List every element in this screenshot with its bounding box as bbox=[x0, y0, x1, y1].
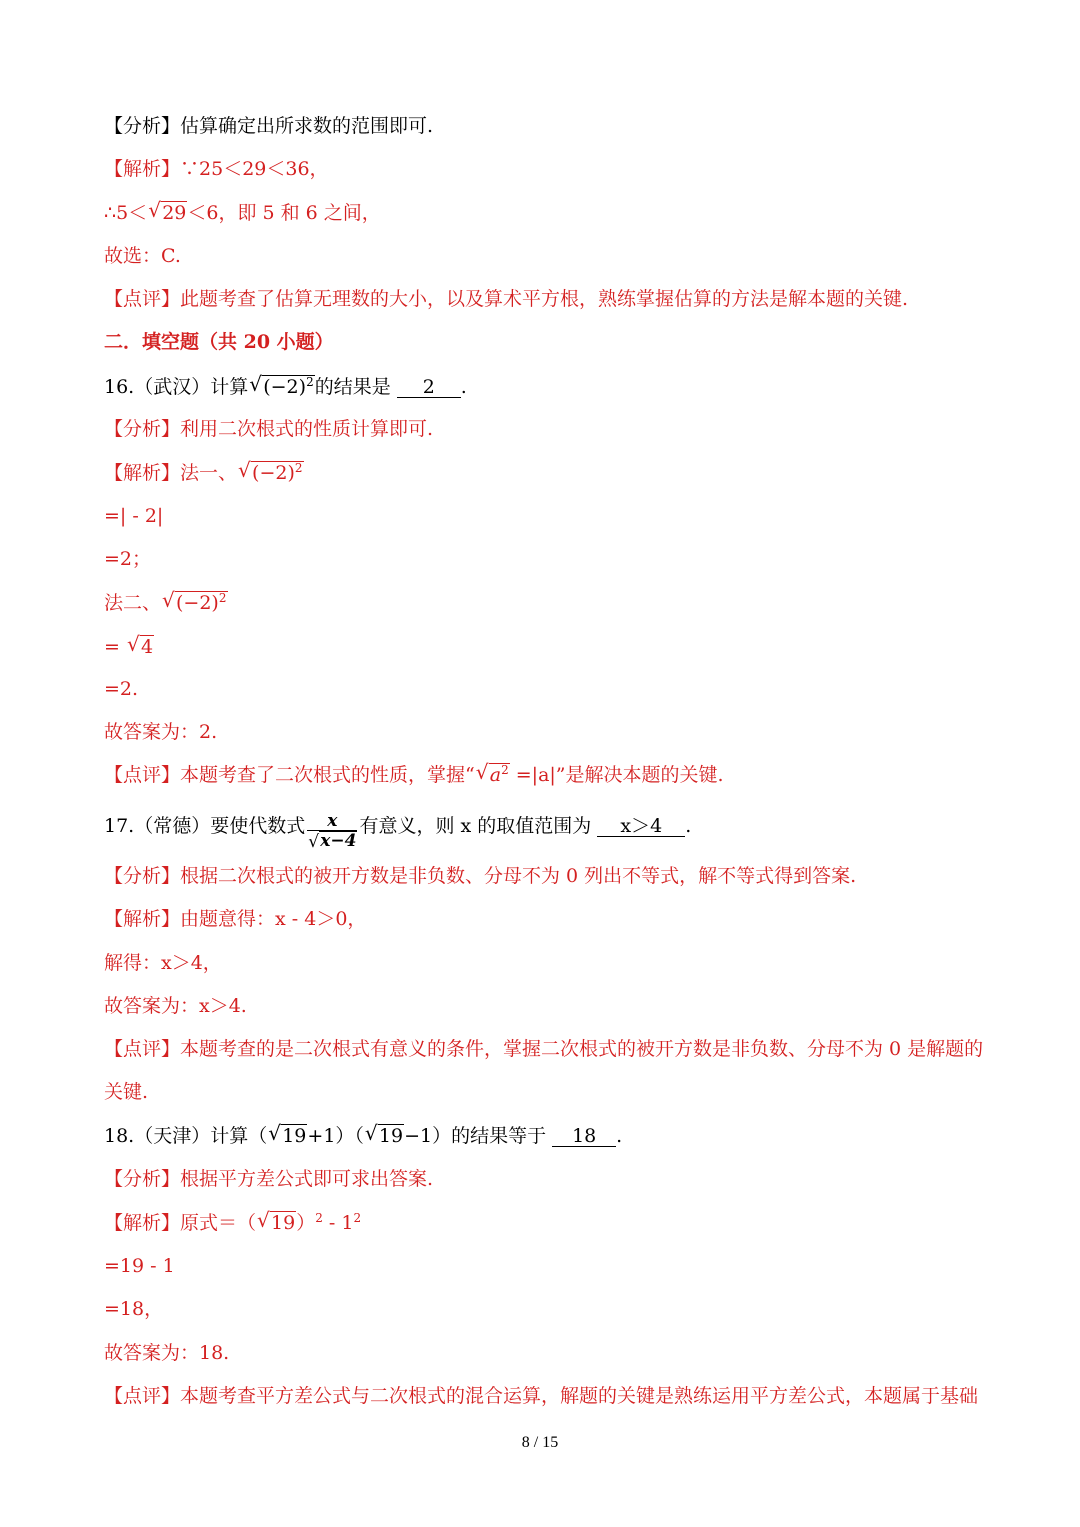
q18-analysis-line bbox=[104, 1166, 980, 1192]
q17-comment-line bbox=[104, 1036, 984, 1062]
radicand: 19 bbox=[271, 1212, 296, 1234]
q18-solution-text: 原式＝（ bbox=[180, 1212, 257, 1234]
q17-analysis-line bbox=[104, 863, 980, 889]
method-two-label: 法二、 bbox=[104, 592, 162, 614]
q18-solution-tail: - 1 bbox=[322, 1212, 354, 1234]
sqrt-19: √ 19 bbox=[268, 1121, 307, 1147]
q17-solution-text: 由题意得：x - 4＞0， bbox=[180, 908, 367, 930]
q16-solution-line bbox=[104, 460, 980, 486]
q17-stem-tail: 有意义，则 x 的取值范围为 bbox=[359, 815, 592, 837]
comment-tag: 【点评】 bbox=[104, 1038, 181, 1060]
q15-comment-text: 此题考查了估算无理数的大小，以及算术平方根，熟练掌握估算的方法是解本题的关键. bbox=[180, 288, 909, 310]
radicand: 4 bbox=[140, 636, 154, 658]
q16-analysis-line bbox=[104, 416, 980, 442]
q16-final: 故答案为：2. bbox=[104, 721, 218, 743]
q18-step: =18， bbox=[104, 1298, 164, 1320]
method-one-label: 法一、 bbox=[180, 462, 238, 484]
q17-final: 故答案为：x＞4. bbox=[104, 995, 247, 1017]
q18-final: 故答案为：18. bbox=[104, 1342, 230, 1364]
sqrt-19: √ 19 bbox=[257, 1208, 296, 1234]
section-heading: 二．填空题（共 20 小题） bbox=[104, 331, 334, 353]
fraction: x √ x−4 bbox=[308, 811, 357, 852]
q15-analysis-text: 估算确定出所求数的范围即可. bbox=[180, 115, 434, 137]
q18-stem-tail: −1）的结果等于 bbox=[404, 1125, 547, 1147]
q17-analysis-text: 根据二次根式的被开方数是非负数、分母不为 0 列出不等式，解不等式得到答案. bbox=[180, 865, 857, 887]
solution-tag: 【解析】 bbox=[104, 462, 181, 484]
q17-step: 解得：x＞4， bbox=[104, 952, 222, 974]
q18-stem-text: 18.（天津）计算（ bbox=[104, 1125, 268, 1147]
radicand: 19 bbox=[378, 1125, 404, 1147]
sqrt-expression: √ $(-2)^2$ bbox=[249, 372, 314, 398]
solution-tag: 【解析】 bbox=[104, 1212, 181, 1234]
q18-step: =19 - 1 bbox=[104, 1255, 175, 1277]
q16-comment-text: 本题考查了二次根式的性质，掌握“ bbox=[180, 764, 475, 786]
q16-comment-tail: =|a|”是解决本题的关键. bbox=[509, 764, 724, 786]
sqrt-a-squared: √ $a^2$ bbox=[475, 760, 509, 786]
answer-blank: 18 bbox=[552, 1126, 616, 1147]
numerator: x bbox=[327, 811, 338, 831]
solution-tag: 【解析】 bbox=[104, 158, 181, 180]
q18-solution-mid: ） bbox=[296, 1212, 316, 1234]
q18-comment-text: 本题考查平方差公式与二次根式的混合运算，解题的关键是熟练运用平方差公式，本题属于基础 bbox=[180, 1385, 979, 1407]
q18-stem-mid: +1）（ bbox=[307, 1125, 364, 1147]
q18-analysis-text: 根据平方差公式即可求出答案. bbox=[180, 1168, 434, 1190]
q16-step: =2； bbox=[104, 548, 152, 570]
radicand: (−2) bbox=[263, 376, 307, 398]
q17-stem: 17.（常德）要使代数式 x √ x−4 有意义，则 x 的取值范围为 x＞4 . bbox=[104, 811, 692, 852]
radicand: a bbox=[489, 764, 502, 786]
answer-blank: 2 bbox=[397, 377, 461, 398]
solution-tag: 【解析】 bbox=[104, 908, 181, 930]
comment-tag: 【点评】 bbox=[104, 288, 181, 310]
q16-stem-tail: 的结果是 bbox=[314, 376, 391, 398]
q17-solution-line bbox=[104, 906, 980, 932]
radicand: (−2) bbox=[176, 592, 219, 614]
sqrt-expression: √ $(-2)^2$ bbox=[162, 588, 227, 614]
q16-comment-line bbox=[104, 762, 980, 788]
q16-step bbox=[104, 634, 980, 660]
q17-stem-text: 17.（常德）要使代数式 bbox=[104, 815, 306, 837]
q15-step-tail: ＜6，即 5 和 6 之间， bbox=[187, 202, 381, 224]
q16-step: =2. bbox=[104, 678, 139, 700]
q18-solution-line: 【解析】原式＝（ √ $19)^2 - 1^2$ bbox=[104, 1208, 362, 1234]
comment-tag: 【点评】 bbox=[104, 764, 181, 786]
denominator-radicand: x−4 bbox=[320, 831, 357, 851]
radicand: (−2) bbox=[252, 462, 295, 484]
q15-analysis-line bbox=[104, 113, 980, 139]
sqrt-29: √ 29 bbox=[148, 198, 187, 224]
q17-comment-text: 本题考查的是二次根式有意义的条件，掌握二次根式的被开方数是非负数、分母不为 0 是解题的 bbox=[180, 1038, 984, 1060]
q15-solution-text: ∵25＜29＜36， bbox=[180, 158, 329, 180]
q15-comment-line bbox=[104, 286, 980, 312]
q16-stem-text: 16.（武汉）计算 bbox=[104, 376, 249, 398]
answer-blank: x＞4 bbox=[597, 816, 685, 837]
q16-step: =| - 2| bbox=[104, 505, 164, 527]
q16-stem: 16.（武汉）计算 √ $(-2)^2$的结果是 2 . bbox=[104, 372, 467, 398]
q18-stem: 18.（天津）计算（ √ 19+1）（ √ 19−1）的结果等于 18 . bbox=[104, 1121, 623, 1147]
q18-comment-line bbox=[104, 1383, 980, 1409]
page-number: 8 / 15 bbox=[521, 1434, 559, 1451]
radicand: 29 bbox=[162, 202, 187, 224]
analysis-tag: 【分析】 bbox=[104, 1168, 181, 1190]
sqrt-expression: √ $(-2)^2$ bbox=[238, 458, 303, 484]
radicand: 19 bbox=[282, 1125, 307, 1147]
analysis-tag: 【分析】 bbox=[104, 115, 181, 137]
q16-analysis-text: 利用二次根式的性质计算即可. bbox=[180, 418, 434, 440]
comment-tag: 【点评】 bbox=[104, 1385, 181, 1407]
q15-step-text: ∴5＜ bbox=[104, 202, 148, 224]
q15-solution-line bbox=[104, 156, 980, 182]
q17-comment-cont: 关键. bbox=[104, 1081, 149, 1103]
sqrt-4: √ 4 bbox=[126, 632, 154, 658]
analysis-tag: 【分析】 bbox=[104, 865, 181, 887]
q15-choice: 故选：C. bbox=[104, 245, 181, 267]
q15-solution-step bbox=[104, 200, 980, 226]
sqrt-19: √ 19 bbox=[364, 1121, 404, 1147]
equals: = bbox=[104, 636, 126, 658]
q16-method-two bbox=[104, 590, 980, 616]
analysis-tag: 【分析】 bbox=[104, 418, 181, 440]
